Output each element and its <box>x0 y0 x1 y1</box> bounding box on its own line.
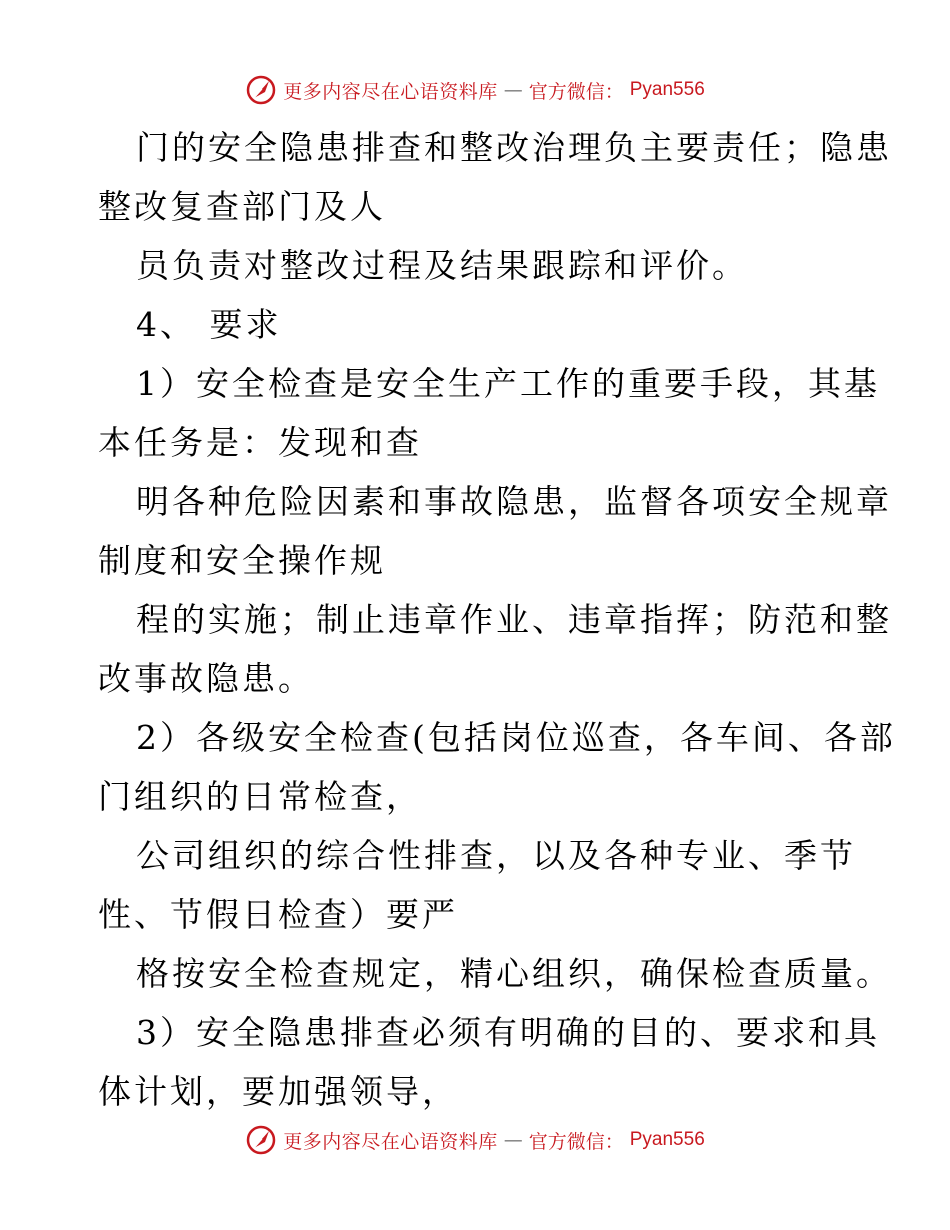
paragraph-line: 门的安全隐患排查和整改治理负主要责任；隐患 <box>136 128 892 167</box>
paragraph-line: 4、 要求 <box>136 305 282 344</box>
footer-wechat-id: Pyan556 <box>629 1129 705 1150</box>
paragraph-line: 公司组织的综合性排查，以及各种专业、季节 <box>136 836 856 875</box>
footer-dash: — <box>503 1129 523 1151</box>
paragraph-line: 2）各级安全检查(包括岗位巡查，各车间、各部 <box>136 718 896 757</box>
paragraph-line: 员负责对整改过程及结果跟踪和评价。 <box>136 246 748 285</box>
paragraph-line: 整改复查部门及人 <box>98 187 386 226</box>
paragraph-line: 本任务是：发现和查 <box>98 423 422 462</box>
header-banner <box>0 70 950 110</box>
paragraph-line: 明各种危险因素和事故隐患，监督各项安全规章 <box>136 482 892 521</box>
header-wechat-id: Pyan556 <box>629 79 705 100</box>
footer-wechat-label: 官方微信： <box>528 1130 624 1153</box>
document-body <box>98 118 896 1121</box>
paragraph-line: 体计划，要加强领导， <box>98 1072 458 1111</box>
footer-banner <box>0 1120 950 1160</box>
paragraph-line: 改事故隐患。 <box>98 659 314 698</box>
header-wechat-label: 官方微信： <box>528 80 624 103</box>
footer-text: 更多内容尽在心语资料库 <box>283 1130 498 1153</box>
paragraph-line: 门组织的日常检查， <box>98 777 422 816</box>
paragraph-line: 1）安全检查是安全生产工作的重要手段，其基 <box>136 364 880 403</box>
quill-logo-icon <box>245 1124 277 1156</box>
header-text: 更多内容尽在心语资料库 <box>283 80 498 103</box>
paragraph-line: 制度和安全操作规 <box>98 541 386 580</box>
paragraph-line: 性、节假日检查）要严 <box>98 895 458 934</box>
paragraph-line: 3）安全隐患排查必须有明确的目的、要求和具 <box>136 1013 880 1052</box>
quill-logo-icon <box>245 74 277 106</box>
header-dash: — <box>503 79 523 101</box>
paragraph-line: 格按安全检查规定，精心组织，确保检查质量。 <box>136 954 892 993</box>
paragraph-line: 程的实施；制止违章作业、违章指挥；防范和整 <box>136 600 892 639</box>
